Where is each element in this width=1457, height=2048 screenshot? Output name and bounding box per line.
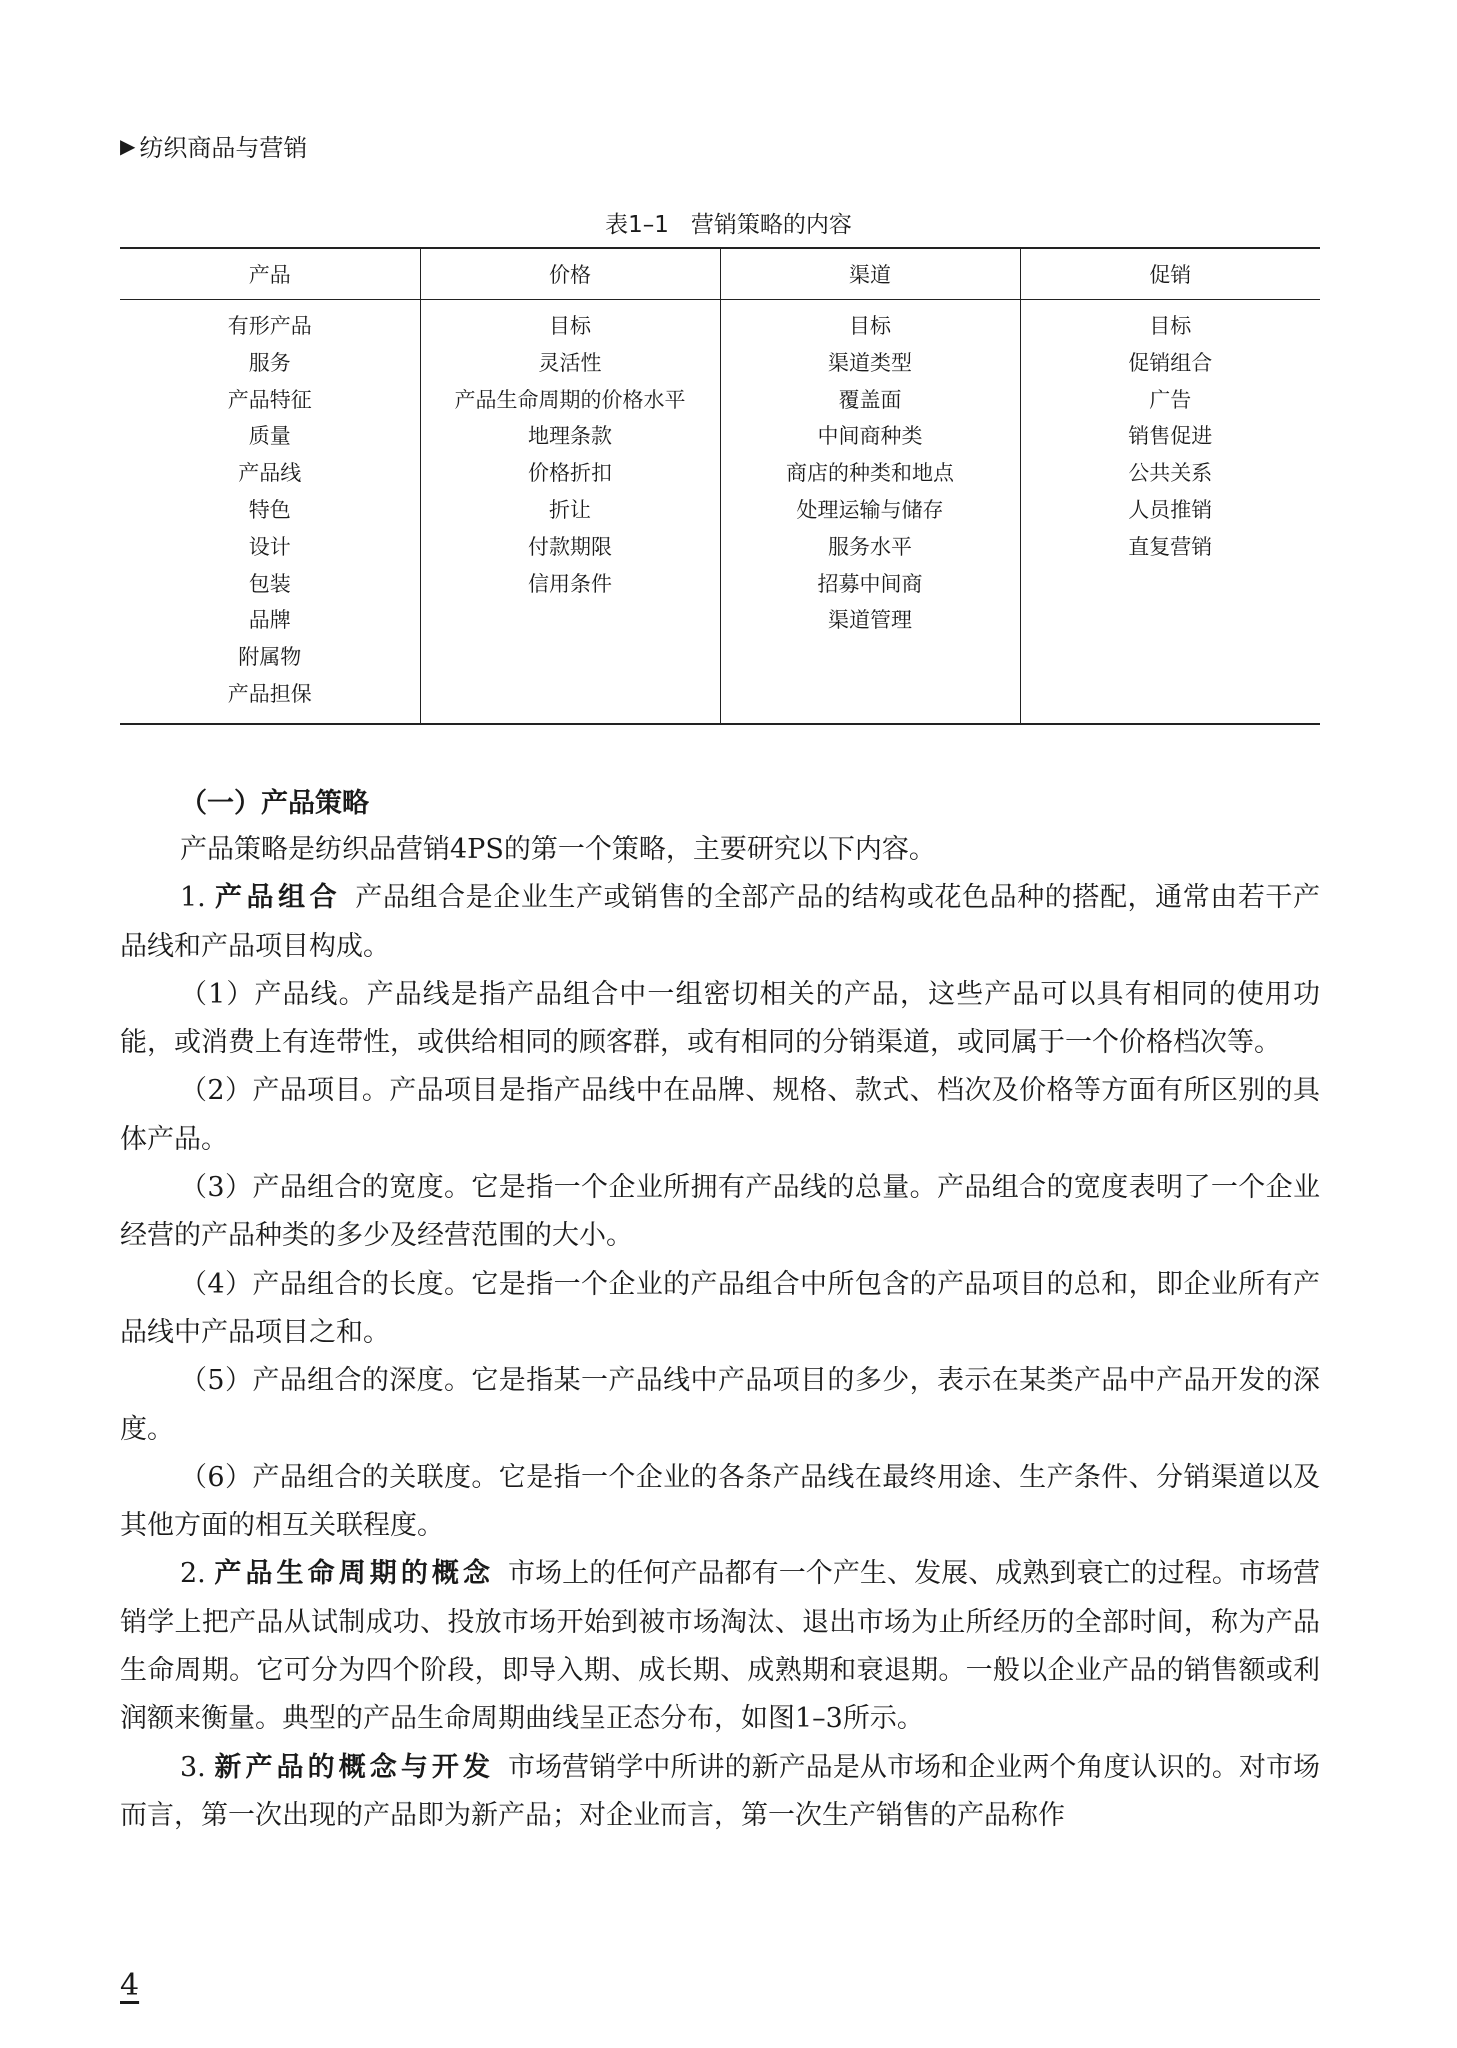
paragraph-intro	[120, 826, 1320, 874]
table-cell-item: 覆盖面	[838, 387, 902, 412]
header-title: 纺织商品与营销	[139, 134, 308, 162]
paragraph-text: 产品策略是纺织品营销4PS的第一个策略，主要研究以下内容。	[180, 834, 936, 865]
body-text	[120, 782, 1320, 1840]
paragraph-product-item	[120, 1067, 1320, 1164]
paragraph-keyword: 新产品的概念与开发	[214, 1751, 495, 1783]
table-cell-item: 渠道管理	[828, 608, 912, 633]
paragraph-text: 产品组合是企业生产或销售的全部产品的结构或花色品种的搭配，通常由若干产品线和产品项目构成。	[120, 882, 1321, 962]
paragraph-text: （4）产品组合的长度。它是指一个企业的产品组合中所包含的产品项目的总和，即企业所有产品线中产品项目之和。	[120, 1268, 1320, 1348]
table-cell-item: 招募中间商	[817, 571, 923, 596]
column-header-promotion: 促销	[1020, 248, 1320, 300]
paragraph-text: （1）产品线。产品线是指产品组合中一组密切相关的产品，这些产品可以具有相同的使用功能，或消费上有连带性，或供给相同的顾客群，或有相同的分销渠道，或同属于一个价格档次等。	[120, 978, 1320, 1059]
price-column-cell	[420, 300, 720, 724]
table-cell-item: 渠道类型	[828, 350, 912, 375]
paragraph-number: 1.	[180, 882, 215, 914]
table-cell-item: 附属物	[238, 645, 302, 670]
table-cell-item: 品牌	[248, 608, 291, 633]
column-header-product: 产品	[120, 248, 420, 300]
column-header-channel: 渠道	[720, 248, 1020, 300]
table-cell-item: 服务水平	[828, 534, 912, 559]
paragraph-text: （2）产品项目。产品项目是指产品线中在品牌、规格、款式、档次及价格等方面有所区别的具体产品。	[120, 1075, 1320, 1155]
paragraph-mix-relevance	[120, 1454, 1320, 1551]
table-cell-item: 商店的种类和地点	[786, 461, 954, 486]
column-header-price: 价格	[420, 248, 720, 300]
paragraph-text: 市场上的任何产品都有一个产生、发展、成熟到衰亡的过程。市场营销学上把产品从试制成功、投放市场开始到被市场淘汰、退出市场为止所经历的全部时间，称为产品生命周期。它可分为四个阶段，即导入期、成长期、成熟期和衰退期。一般以企业产品的销售额或利润额来衡量。典型的产品生命周期曲线呈正态分布，如图1–3所示。	[120, 1558, 1321, 1735]
table-cell-item: 目标	[1149, 314, 1192, 338]
paragraph-number: 2.	[180, 1558, 215, 1590]
table-cell-item: 灵活性	[538, 350, 602, 375]
table-cell-item: 设计	[248, 534, 291, 559]
table-cell-item: 服务	[248, 350, 291, 375]
table-cell-item: 产品线	[238, 461, 302, 486]
table-cell-item: 销售促进	[1128, 424, 1213, 449]
table-cell-item: 产品特征	[227, 387, 312, 412]
paragraph-text: （5）产品组合的深度。它是指某一产品线中产品项目的多少，表示在某类产品中产品开发的深度。	[120, 1365, 1320, 1445]
table-cell-item: 付款期限	[528, 534, 612, 559]
promotion-column-cell	[1020, 300, 1320, 724]
paragraph-product-line	[120, 971, 1320, 1068]
marketing-strategy-table	[120, 247, 1320, 725]
paragraph-text: 市场营销学中所讲的新产品是从市场和企业两个角度认识的。对市场而言，第一次出现的产品即为新产品；对企业而言，第一次生产销售的产品称作	[120, 1751, 1321, 1831]
table-cell-item: 目标	[849, 314, 891, 338]
paragraph-text: （3）产品组合的宽度。它是指一个企业所拥有产品线的总量。产品组合的宽度表明了一个企业经营的产品种类的多少及经营范围的大小。	[120, 1172, 1320, 1252]
table-caption: 表1–1 营销策略的内容	[605, 212, 852, 238]
header-marker-icon: ▶	[120, 133, 136, 158]
table-header-row	[120, 248, 1320, 300]
product-column-cell	[120, 300, 420, 724]
table-cell-item: 信用条件	[528, 571, 612, 596]
table-cell-item: 公共关系	[1128, 461, 1213, 486]
channel-column-cell	[720, 300, 1020, 724]
table-cell-item: 目标	[549, 314, 591, 338]
page-number: 4	[120, 1968, 140, 2003]
paragraph-life-cycle	[120, 1550, 1320, 1743]
paragraph-new-product	[120, 1744, 1320, 1841]
paragraph-mix-width	[120, 1164, 1320, 1261]
paragraph-keyword: 产品组合	[214, 882, 342, 914]
table-cell-item: 包装	[248, 571, 291, 596]
table-cell-item: 中间商种类	[817, 424, 923, 449]
table-cell-item: 直复营销	[1128, 534, 1213, 559]
table-cell-item: 产品担保	[227, 681, 312, 706]
paragraph-keyword: 产品生命周期的概念	[214, 1558, 495, 1590]
table-cell-item: 广告	[1149, 387, 1192, 412]
paragraph-number: 3.	[180, 1751, 215, 1783]
table-cell-item: 地理条款	[528, 424, 612, 449]
table-cell-item: 人员推销	[1128, 497, 1213, 522]
table-cell-item: 促销组合	[1128, 350, 1213, 375]
running-header	[120, 128, 307, 163]
table-cell-item: 产品生命周期的价格水平	[454, 387, 686, 412]
table-cell-item: 有形产品	[227, 314, 312, 338]
paragraph-mix-depth	[120, 1357, 1320, 1454]
table-cell-item: 处理运输与储存	[796, 497, 944, 522]
table-cell-item: 价格折扣	[528, 461, 612, 486]
paragraph-mix-length	[120, 1261, 1320, 1358]
section-title: （一）产品策略	[180, 788, 369, 819]
table-cell-item: 质量	[248, 424, 291, 449]
table-body-row	[120, 300, 1320, 724]
table-cell-item: 折让	[549, 497, 591, 522]
paragraph-product-mix	[120, 874, 1320, 971]
paragraph-text: （6）产品组合的关联度。它是指一个企业的各条产品线在最终用途、生产条件、分销渠道以及其他方面的相互关联程度。	[120, 1461, 1320, 1542]
table-cell-item: 特色	[248, 497, 291, 522]
